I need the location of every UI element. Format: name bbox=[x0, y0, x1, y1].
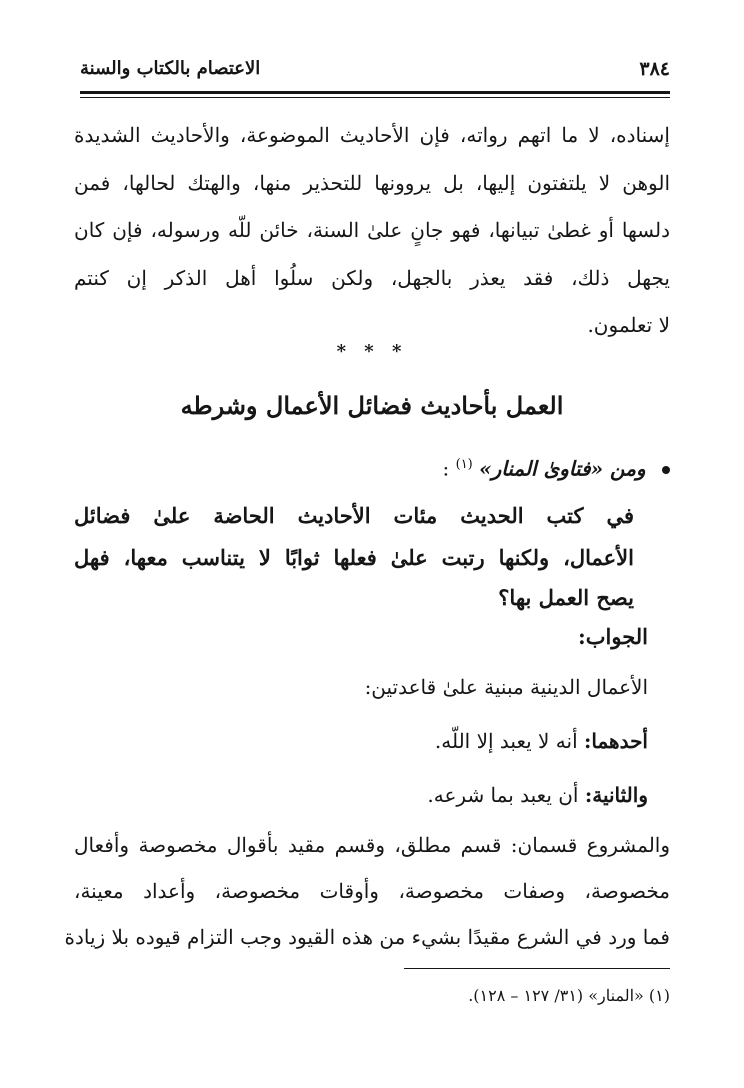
question-line-3: يصح العمل بها؟ bbox=[498, 585, 634, 610]
intro-line-1: إسناده، لا ما اتهم رواته، فإن الأحاديث الموضوعة، والأحاديث الشديدة bbox=[74, 123, 670, 147]
running-title: الاعتصام بالكتاب والسنة bbox=[80, 58, 261, 79]
answer-first-rule bbox=[435, 726, 648, 756]
intro-line-5: لا تعلمون. bbox=[587, 313, 670, 337]
footnote-rule bbox=[404, 968, 670, 969]
source-suffix: : bbox=[442, 456, 450, 481]
answer-second-rule bbox=[427, 780, 648, 810]
question-line-1: في كتب الحديث مئات الأحاديث الحاضة علىٰ فضائل bbox=[74, 503, 634, 528]
page-number: ٣٨٤ bbox=[639, 58, 670, 80]
body-line-2: مخصوصة، وصفات مخصوصة، وأوقات مخصوصة، وأعداد معينة، bbox=[74, 879, 670, 903]
first-rule-text: أنه لا يعبد إلا اللّه. bbox=[434, 729, 578, 753]
section-heading: العمل بأحاديث فضائل الأعمال وشرطه bbox=[180, 391, 564, 420]
answer-label: الجواب: bbox=[578, 624, 648, 649]
second-rule-label: والثانية: bbox=[584, 783, 648, 807]
section-separator: * * * bbox=[336, 341, 408, 362]
header-rule-thin bbox=[80, 97, 670, 98]
intro-line-4: يجهل ذلك، فقد يعذر بالجهل، ولكن سلُوا أهل الذكر إن كنتم bbox=[74, 266, 670, 290]
header-rule-thick bbox=[80, 91, 670, 94]
body-line-3: فما ورد في الشرع مقيدًا بشيء من هذه القيود وجب التزام قيوده بلا زيادة bbox=[64, 925, 670, 949]
footnote-reference: (١) bbox=[455, 457, 473, 472]
question-line-2: الأعمال، ولكنها رتبت علىٰ فعلها ثوابًا لا يتناسب معها، فهل bbox=[74, 545, 634, 570]
intro-line-2: الوهن لا يلتفتون إليها، بل يروونها للتحذير منها، والهتك لحالها، فمن bbox=[74, 171, 670, 195]
first-rule-label: أحدهما: bbox=[583, 729, 648, 753]
source-text: ومن «فتاوىٰ المنار» bbox=[479, 456, 646, 481]
page-header bbox=[80, 56, 670, 86]
body-line-1: والمشروع قسمان: قسم مطلق، وقسم مقيد بأقوال مخصوصة وأفعال bbox=[74, 833, 670, 857]
footnote: (١) «المنار» (٣١/ ١٢٧ – ١٢٨). bbox=[468, 986, 670, 1005]
intro-line-3: دلسها أو غطىٰ تبيانها، فهو جانٍ علىٰ السنة، خائن للّه ورسوله، فإن كان bbox=[74, 218, 670, 242]
source-line bbox=[443, 450, 671, 484]
second-rule-text: أن يعبد بما شرعه. bbox=[427, 783, 579, 807]
answer-intro: الأعمال الدينية مبنية علىٰ قاعدتين: bbox=[364, 675, 648, 699]
bullet-icon bbox=[662, 466, 670, 474]
